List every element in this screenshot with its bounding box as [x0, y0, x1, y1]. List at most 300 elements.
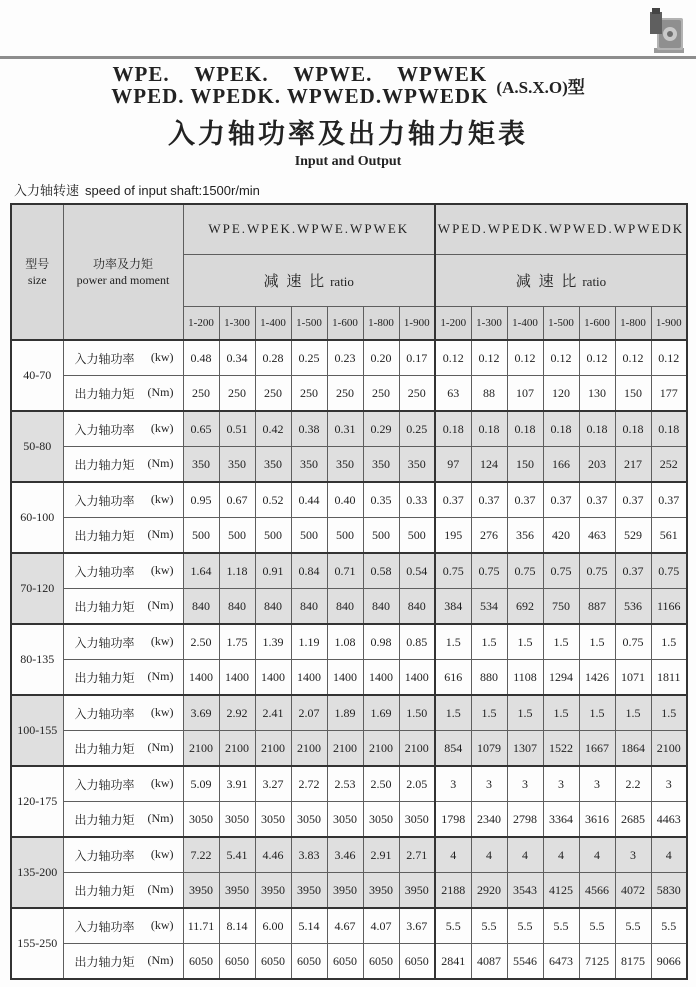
data-cell: 2685: [615, 802, 651, 838]
data-cell: 3: [507, 766, 543, 802]
data-cell: 0.18: [579, 411, 615, 447]
row-unit: (Nm): [147, 526, 174, 541]
data-cell: 0.75: [471, 553, 507, 589]
data-cell: 0.75: [615, 624, 651, 660]
data-cell: 500: [399, 518, 435, 554]
size-cell: 80-135: [11, 624, 63, 695]
table-row: [11, 340, 687, 376]
data-cell: 3950: [291, 873, 327, 909]
data-cell: 2.05: [399, 766, 435, 802]
row-label-cell: [63, 589, 183, 625]
row-label-cn: 出力轴力矩: [74, 812, 135, 827]
row-unit: (kw): [150, 349, 174, 364]
data-cell: 3050: [363, 802, 399, 838]
data-cell: 3950: [363, 873, 399, 909]
row-unit: (Nm): [147, 597, 174, 612]
data-cell: 2100: [291, 731, 327, 767]
data-cell: 3950: [183, 873, 219, 909]
data-cell: 3050: [399, 802, 435, 838]
size-cell: 70-120: [11, 553, 63, 624]
series-group-header-2: WPED.WPEDK.WPWED.WPWEDK: [435, 204, 687, 254]
data-cell: 0.91: [255, 553, 291, 589]
size-cell: 120-175: [11, 766, 63, 837]
data-cell: 3950: [399, 873, 435, 909]
data-cell: 3050: [219, 802, 255, 838]
data-cell: 3: [651, 766, 687, 802]
data-cell: 250: [363, 376, 399, 412]
row-label-cn: 出力轴力矩: [74, 670, 135, 685]
data-cell: 0.37: [543, 482, 579, 518]
data-cell: 350: [219, 447, 255, 483]
data-cell: 2.41: [255, 695, 291, 731]
table-row: [11, 873, 687, 909]
data-cell: 63: [435, 376, 471, 412]
row-label-cell: [63, 660, 183, 696]
ratio-header-en: ratio: [330, 273, 354, 289]
data-cell: 1400: [219, 660, 255, 696]
data-cell: 3950: [327, 873, 363, 909]
data-cell: 840: [363, 589, 399, 625]
data-cell: 1667: [579, 731, 615, 767]
row-label-cell: [63, 447, 183, 483]
data-cell: 500: [327, 518, 363, 554]
data-cell: 2100: [363, 731, 399, 767]
data-cell: 6050: [183, 944, 219, 980]
data-cell: 3.27: [255, 766, 291, 802]
row-label-cell: [63, 376, 183, 412]
data-cell: 0.12: [615, 340, 651, 376]
data-cell: 4: [435, 837, 471, 873]
series-group-header-1: WPE.WPEK.WPWE.WPWEK: [183, 204, 435, 254]
data-cell: 0.17: [399, 340, 435, 376]
ratio-cell: 1-500: [291, 306, 327, 340]
data-cell: 1.5: [507, 624, 543, 660]
data-cell: 1.89: [327, 695, 363, 731]
ratio-cell: 1-900: [651, 306, 687, 340]
data-cell: 0.12: [471, 340, 507, 376]
data-cell: 1400: [327, 660, 363, 696]
data-cell: 0.18: [435, 411, 471, 447]
row-unit: (Nm): [147, 810, 174, 825]
data-cell: 0.98: [363, 624, 399, 660]
speed-note-en: speed of input shaft:1500r/min: [85, 183, 260, 198]
data-cell: 107: [507, 376, 543, 412]
data-cell: 561: [651, 518, 687, 554]
row-label-cn: 入力轴功率: [74, 848, 135, 863]
row-label-cn: 入力轴功率: [74, 635, 135, 650]
data-cell: 3.69: [183, 695, 219, 731]
data-cell: 0.75: [579, 553, 615, 589]
data-cell: 840: [327, 589, 363, 625]
ratio-cell: 1-300: [219, 306, 255, 340]
row-label-cell: [63, 766, 183, 802]
row-label-cn: 出力轴力矩: [74, 954, 135, 969]
power-torque-table: [10, 203, 688, 980]
row-label-cn: 入力轴功率: [74, 919, 135, 934]
row-unit: (kw): [150, 775, 174, 790]
ratio-cell: 1-400: [507, 306, 543, 340]
data-cell: 0.37: [507, 482, 543, 518]
data-cell: 840: [183, 589, 219, 625]
row-label-cn: 入力轴功率: [74, 564, 135, 579]
power-header-cn: 功率及力矩: [92, 257, 153, 271]
data-cell: 8.14: [219, 908, 255, 944]
data-cell: 0.75: [651, 553, 687, 589]
data-cell: 1400: [363, 660, 399, 696]
row-unit: (kw): [150, 491, 174, 506]
data-cell: 1.08: [327, 624, 363, 660]
data-cell: 3: [579, 766, 615, 802]
table-row: [11, 766, 687, 802]
data-cell: 536: [615, 589, 651, 625]
ratio-group-header-1: [183, 254, 435, 306]
row-label-cell: [63, 518, 183, 554]
table-row: [11, 447, 687, 483]
data-cell: 1.19: [291, 624, 327, 660]
data-cell: 0.12: [543, 340, 579, 376]
data-cell: 2.91: [363, 837, 399, 873]
data-cell: 150: [507, 447, 543, 483]
data-cell: 5.5: [543, 908, 579, 944]
row-label-cell: [63, 908, 183, 944]
row-label-cell: [63, 695, 183, 731]
data-cell: 0.18: [507, 411, 543, 447]
data-cell: 1.5: [507, 695, 543, 731]
data-cell: 2100: [327, 731, 363, 767]
data-cell: 350: [327, 447, 363, 483]
data-cell: 0.37: [579, 482, 615, 518]
row-label-cn: 入力轴功率: [74, 777, 135, 792]
data-cell: 1.5: [543, 695, 579, 731]
data-cell: 6473: [543, 944, 579, 980]
data-cell: 1.50: [399, 695, 435, 731]
page-title-cn: 入力轴功率及出力轴力矩表: [168, 119, 528, 149]
data-cell: 1.75: [219, 624, 255, 660]
row-label-cell: [63, 944, 183, 980]
row-unit: (Nm): [147, 952, 174, 967]
data-cell: 1.5: [435, 624, 471, 660]
row-unit: (kw): [150, 917, 174, 932]
data-cell: 0.75: [543, 553, 579, 589]
table-row: [11, 411, 687, 447]
data-cell: 350: [363, 447, 399, 483]
size-cell: 155-250: [11, 908, 63, 979]
row-unit: (kw): [150, 420, 174, 435]
data-cell: 3050: [255, 802, 291, 838]
data-cell: 534: [471, 589, 507, 625]
data-cell: 1400: [399, 660, 435, 696]
data-cell: 4: [543, 837, 579, 873]
data-cell: 0.40: [327, 482, 363, 518]
data-cell: 150: [615, 376, 651, 412]
data-cell: 1.39: [255, 624, 291, 660]
data-cell: 3950: [255, 873, 291, 909]
data-cell: 203: [579, 447, 615, 483]
data-cell: 500: [183, 518, 219, 554]
data-cell: 0.37: [471, 482, 507, 518]
data-cell: 250: [255, 376, 291, 412]
row-label-cell: [63, 553, 183, 589]
data-cell: 6050: [255, 944, 291, 980]
data-cell: 0.51: [219, 411, 255, 447]
row-unit: (kw): [150, 846, 174, 861]
data-cell: 120: [543, 376, 579, 412]
table-row: [11, 695, 687, 731]
data-cell: 0.31: [327, 411, 363, 447]
power-header-en: power and moment: [76, 273, 170, 287]
ratio-cell: 1-800: [615, 306, 651, 340]
ratio-cell: 1-300: [471, 306, 507, 340]
data-cell: 1798: [435, 802, 471, 838]
data-cell: 5.5: [651, 908, 687, 944]
row-unit: (Nm): [147, 455, 174, 470]
row-unit: (Nm): [147, 668, 174, 683]
data-cell: 854: [435, 731, 471, 767]
data-cell: 0.18: [615, 411, 651, 447]
data-cell: 500: [363, 518, 399, 554]
data-cell: 1.5: [651, 624, 687, 660]
data-cell: 4463: [651, 802, 687, 838]
row-label-cn: 出力轴力矩: [74, 741, 135, 756]
size-column-header: [11, 204, 63, 340]
data-cell: 2100: [183, 731, 219, 767]
data-cell: 2188: [435, 873, 471, 909]
row-label-cn: 出力轴力矩: [74, 386, 135, 401]
data-cell: 4.07: [363, 908, 399, 944]
data-cell: 3: [435, 766, 471, 802]
data-cell: 250: [399, 376, 435, 412]
data-cell: 0.38: [291, 411, 327, 447]
data-cell: 0.18: [471, 411, 507, 447]
data-cell: 2.92: [219, 695, 255, 731]
table-row: [11, 837, 687, 873]
data-cell: 0.34: [219, 340, 255, 376]
data-cell: 0.52: [255, 482, 291, 518]
data-cell: 5.5: [579, 908, 615, 944]
row-label-cn: 出力轴力矩: [74, 599, 135, 614]
data-cell: 840: [255, 589, 291, 625]
size-cell: 135-200: [11, 837, 63, 908]
top-rule: [0, 56, 696, 59]
power-moment-column-header: [63, 204, 183, 340]
data-cell: 4125: [543, 873, 579, 909]
row-unit: (Nm): [147, 739, 174, 754]
data-cell: 11.71: [183, 908, 219, 944]
data-cell: 500: [255, 518, 291, 554]
title-block: [0, 63, 696, 170]
data-cell: 384: [435, 589, 471, 625]
data-cell: 0.28: [255, 340, 291, 376]
data-cell: 350: [399, 447, 435, 483]
data-cell: 4: [651, 837, 687, 873]
data-cell: 2.07: [291, 695, 327, 731]
data-cell: 5830: [651, 873, 687, 909]
ratio-cell: 1-500: [543, 306, 579, 340]
table-row: [11, 553, 687, 589]
data-cell: 5.14: [291, 908, 327, 944]
data-cell: 3364: [543, 802, 579, 838]
size-cell: 60-100: [11, 482, 63, 553]
data-cell: 2100: [255, 731, 291, 767]
data-cell: 0.85: [399, 624, 435, 660]
data-cell: 1.18: [219, 553, 255, 589]
data-cell: 2.50: [183, 624, 219, 660]
data-cell: 0.25: [291, 340, 327, 376]
type-suffix: (A.S.X.O)型: [496, 77, 585, 97]
table-row: [11, 518, 687, 554]
data-cell: 276: [471, 518, 507, 554]
data-cell: 3.46: [327, 837, 363, 873]
data-cell: 2.2: [615, 766, 651, 802]
data-cell: 177: [651, 376, 687, 412]
row-label-cn: 出力轴力矩: [74, 457, 135, 472]
data-cell: 3950: [219, 873, 255, 909]
data-cell: 2.50: [363, 766, 399, 802]
size-header-en: size: [27, 273, 47, 287]
row-unit: (Nm): [147, 384, 174, 399]
data-cell: 1.64: [183, 553, 219, 589]
data-cell: 1400: [255, 660, 291, 696]
data-cell: 500: [291, 518, 327, 554]
row-unit: (kw): [150, 704, 174, 719]
data-cell: 250: [183, 376, 219, 412]
data-cell: 0.67: [219, 482, 255, 518]
row-label-cn: 出力轴力矩: [74, 883, 135, 898]
data-cell: 692: [507, 589, 543, 625]
row-label-cn: 入力轴功率: [74, 493, 135, 508]
data-cell: 4: [507, 837, 543, 873]
data-cell: 4087: [471, 944, 507, 980]
table-row: [11, 624, 687, 660]
row-label-cell: [63, 624, 183, 660]
row-unit: (Nm): [147, 881, 174, 896]
data-cell: 1.5: [615, 695, 651, 731]
data-cell: 420: [543, 518, 579, 554]
data-cell: 0.54: [399, 553, 435, 589]
data-cell: 4: [471, 837, 507, 873]
data-cell: 0.48: [183, 340, 219, 376]
data-cell: 5.09: [183, 766, 219, 802]
data-cell: 3: [471, 766, 507, 802]
data-cell: 2841: [435, 944, 471, 980]
data-cell: 0.37: [615, 482, 651, 518]
data-cell: 9066: [651, 944, 687, 980]
data-cell: 0.95: [183, 482, 219, 518]
data-cell: 0.71: [327, 553, 363, 589]
size-header-cn: 型号: [25, 257, 50, 271]
data-cell: 1.5: [543, 624, 579, 660]
row-label-cn: 出力轴力矩: [74, 528, 135, 543]
table-row: [11, 589, 687, 625]
data-cell: 0.65: [183, 411, 219, 447]
ratio-header-cn: 减 速 比: [263, 273, 327, 290]
data-cell: 0.20: [363, 340, 399, 376]
data-cell: 4.46: [255, 837, 291, 873]
ratio-group-header-2: [435, 254, 687, 306]
data-cell: 1079: [471, 731, 507, 767]
ratio-cell: 1-600: [327, 306, 363, 340]
model-series-line1: WPE. WPEK. WPWE. WPWEK: [112, 62, 488, 86]
data-cell: 7125: [579, 944, 615, 980]
data-cell: 3.83: [291, 837, 327, 873]
speed-note-cn: 入力轴转速: [14, 183, 80, 198]
data-cell: 2340: [471, 802, 507, 838]
ratio-cell: 1-800: [363, 306, 399, 340]
data-cell: 1522: [543, 731, 579, 767]
data-cell: 3: [615, 837, 651, 873]
data-cell: 529: [615, 518, 651, 554]
data-cell: 1.69: [363, 695, 399, 731]
data-cell: 616: [435, 660, 471, 696]
page-title-en: Input and Output: [294, 154, 402, 169]
data-cell: 1071: [615, 660, 651, 696]
table-row: [11, 802, 687, 838]
data-cell: 0.12: [507, 340, 543, 376]
row-label-cell: [63, 873, 183, 909]
data-cell: 5.41: [219, 837, 255, 873]
data-cell: 0.29: [363, 411, 399, 447]
data-cell: 350: [183, 447, 219, 483]
data-cell: 350: [255, 447, 291, 483]
data-cell: 5.5: [471, 908, 507, 944]
data-cell: 1.5: [471, 624, 507, 660]
data-cell: 880: [471, 660, 507, 696]
data-cell: 1811: [651, 660, 687, 696]
data-cell: 5.5: [435, 908, 471, 944]
row-label-cn: 入力轴功率: [74, 706, 135, 721]
table-row: [11, 944, 687, 980]
row-label-cell: [63, 731, 183, 767]
ratio-cell: 1-200: [435, 306, 471, 340]
data-cell: 1166: [651, 589, 687, 625]
data-cell: 7.22: [183, 837, 219, 873]
size-cell: 40-70: [11, 340, 63, 411]
data-cell: 356: [507, 518, 543, 554]
data-cell: 2100: [219, 731, 255, 767]
data-cell: 0.75: [435, 553, 471, 589]
data-cell: 124: [471, 447, 507, 483]
data-cell: 0.25: [399, 411, 435, 447]
data-cell: 1400: [183, 660, 219, 696]
data-cell: 6.00: [255, 908, 291, 944]
data-cell: 350: [291, 447, 327, 483]
data-cell: 3.67: [399, 908, 435, 944]
row-label-cell: [63, 482, 183, 518]
table-row: [11, 731, 687, 767]
data-cell: 2.71: [399, 837, 435, 873]
data-cell: 0.35: [363, 482, 399, 518]
data-cell: 0.33: [399, 482, 435, 518]
data-cell: 840: [219, 589, 255, 625]
data-cell: 166: [543, 447, 579, 483]
data-cell: 1.5: [435, 695, 471, 731]
data-cell: 2.53: [327, 766, 363, 802]
size-cell: 50-80: [11, 411, 63, 482]
row-label-cn: 入力轴功率: [74, 351, 135, 366]
worm-gear-reducer-photo-icon: [644, 4, 690, 56]
data-cell: 4.67: [327, 908, 363, 944]
data-cell: 0.37: [651, 482, 687, 518]
row-label-cell: [63, 837, 183, 873]
data-cell: 887: [579, 589, 615, 625]
data-cell: 463: [579, 518, 615, 554]
row-label-cell: [63, 340, 183, 376]
table-row: [11, 376, 687, 412]
data-cell: 0.37: [435, 482, 471, 518]
data-cell: 250: [327, 376, 363, 412]
data-cell: 250: [219, 376, 255, 412]
data-cell: 0.58: [363, 553, 399, 589]
